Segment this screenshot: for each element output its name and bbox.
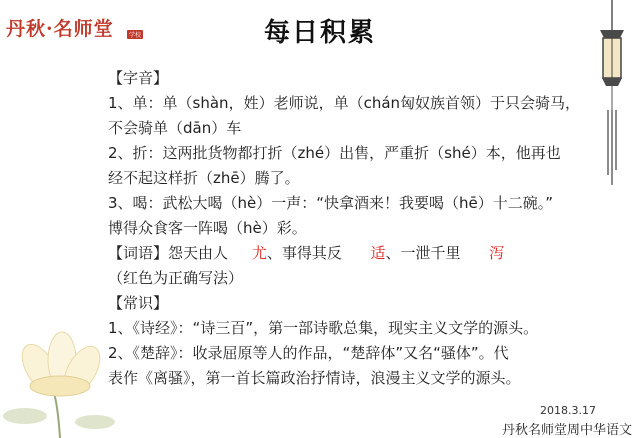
brand-logo-text: 丹秋·名师堂 bbox=[6, 18, 114, 40]
text-line: 不会骑单（dān）车 bbox=[108, 119, 242, 137]
section-heading-ci-yu: 【词语】 bbox=[108, 244, 169, 262]
ci-yu-correction: 泻 bbox=[489, 244, 505, 262]
section-heading-zi-yin: 【字音】 bbox=[108, 69, 169, 87]
ci-yu-item: 怨天由人 bbox=[168, 244, 229, 262]
lotus-flower-icon bbox=[0, 298, 120, 438]
ci-yu-item: 、事得其反 bbox=[266, 244, 342, 262]
ci-yu-correction: 适 bbox=[370, 244, 386, 262]
footer-credit: 丹秋名师堂周中华语文 bbox=[501, 423, 632, 438]
text-line: 经不起这样折（zhē）腾了。 bbox=[108, 169, 300, 187]
page-title: 每日积累 bbox=[263, 18, 376, 48]
text-line: 3、喝：武松大喝（hè）一声：“快拿酒来！我要喝（hē）十二碗。” bbox=[108, 194, 554, 212]
ci-yu-line bbox=[108, 241, 568, 266]
ci-yu-item: 、一泄千里 bbox=[385, 244, 461, 262]
brand-logo-tag: 学校 bbox=[129, 32, 142, 39]
text-line: 1、《诗经》：“诗三百”，第一部诗歌总集，现实主义文学的源头。 bbox=[108, 319, 539, 337]
text-line: 2、折：这两批货物都打折（zhé）出售，严重折（shé）本，他再也 bbox=[108, 144, 561, 162]
content-block bbox=[108, 66, 581, 391]
text-line: 表作《离骚》，第一首长篇政治抒情诗，浪漫主义文学的源头。 bbox=[108, 369, 521, 387]
text-line: 博得众食客一阵喝（hè）彩。 bbox=[108, 219, 307, 237]
lantern-icon bbox=[590, 0, 634, 200]
section-heading-chang-shi: 【常识】 bbox=[108, 294, 169, 312]
note-line: （红色为正确写法） bbox=[108, 269, 244, 287]
ci-yu-correction: 尤 bbox=[251, 244, 267, 262]
date-label: 2018.3.17 bbox=[540, 404, 596, 417]
text-line: 1、单：单（shàn，姓）老师说，单（chán匈奴族首领）于只会骑马， bbox=[108, 94, 581, 112]
text-line: 2、《楚辞》：收录屈原等人的作品，“楚辞体”又名“骚体”。代 bbox=[108, 344, 509, 362]
